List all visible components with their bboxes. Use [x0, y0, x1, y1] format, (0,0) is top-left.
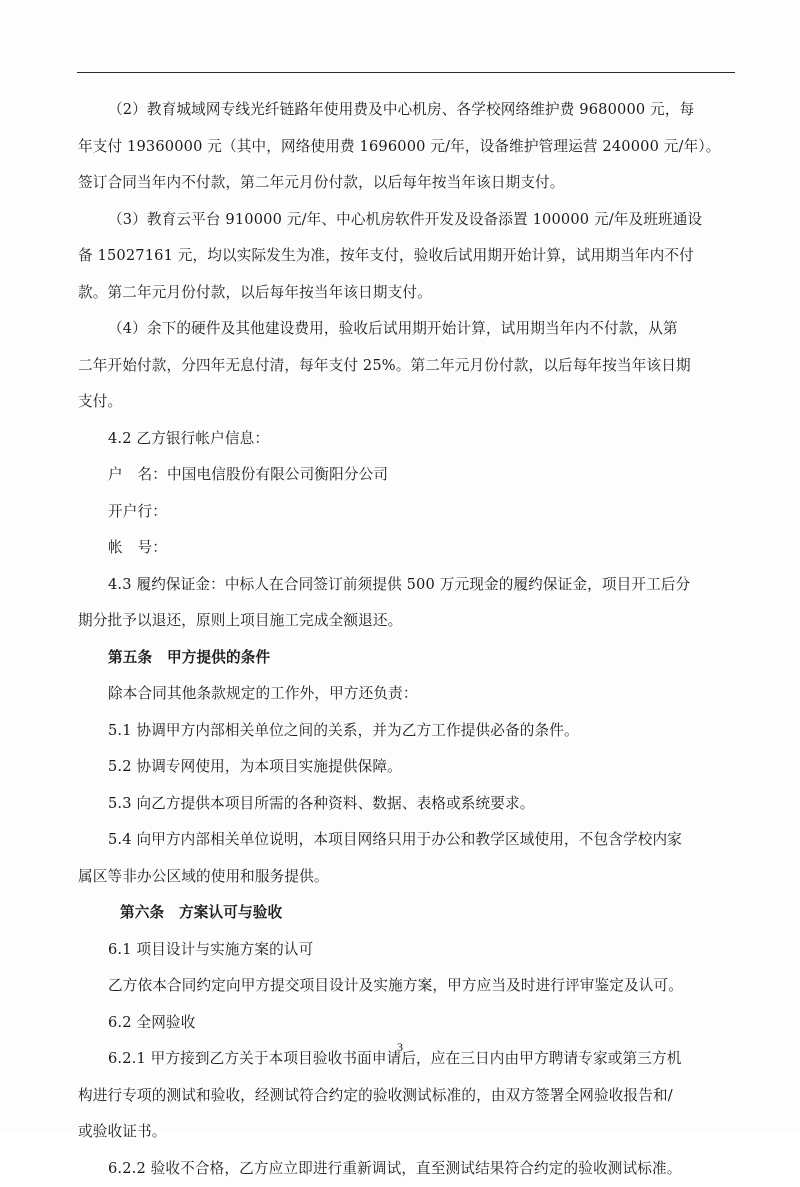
- text-line: 5.2 协调专网使用，为本项目实施提供保障。: [78, 749, 738, 786]
- text-line: 或验收证书。: [78, 1114, 738, 1151]
- document-body: [78, 92, 738, 1187]
- text-line: 4.3 履约保证金：中标人在合同签订前须提供 500 万元现金的履约保证金，项目开工后分: [78, 567, 738, 604]
- text-line: 期分批予以退还，原则上项目施工完成全额退还。: [78, 603, 738, 640]
- text-line: 款。第二年元月份付款，以后每年按当年该日期支付。: [78, 275, 738, 312]
- text-line: 5.3 向乙方提供本项目所需的各种资料、数据、表格或系统要求。: [78, 786, 738, 823]
- text-line: 开户行：: [78, 494, 738, 531]
- text-line: 6.2 全网验收: [78, 1005, 738, 1042]
- text-line: 备 15027161 元，均以实际发生为准，按年支付，验收后试用期开始计算，试用期当年内不付: [78, 238, 738, 275]
- section-heading: 第五条 甲方提供的条件: [78, 640, 738, 677]
- text-line: （2）教育城域网专线光纤链路年使用费及中心机房、各学校网络维护费 9680000 元，每: [78, 92, 738, 129]
- text-line: 乙方依本合同约定向甲方提交项目设计及实施方案，甲方应当及时进行评审鉴定及认可。: [78, 968, 738, 1005]
- text-line: 除本合同其他条款规定的工作外，甲方还负责：: [78, 676, 738, 713]
- text-line: 6.2.2 验收不合格，乙方应立即进行重新调试，直至测试结果符合约定的验收测试标准。: [78, 1151, 738, 1187]
- text-line: 帐 号：: [78, 530, 738, 567]
- text-line: 签订合同当年内不付款，第二年元月份付款，以后每年按当年该日期支付。: [78, 165, 738, 202]
- text-line: 5.1 协调甲方内部相关单位之间的关系，并为乙方工作提供必备的条件。: [78, 713, 738, 750]
- text-line: 属区等非办公区域的使用和服务提供。: [78, 859, 738, 896]
- text-line: 支付。: [78, 384, 738, 421]
- text-line: 6.2.1 甲方接到乙方关于本项目验收书面申请后，应在三日内由甲方聘请专家或第三方机: [78, 1041, 738, 1078]
- text-line: 5.4 向甲方内部相关单位说明，本项目网络只用于办公和教学区域使用，不包含学校内家: [78, 822, 738, 859]
- header-rule: [77, 72, 735, 73]
- section-heading: 第六条 方案认可与验收: [78, 895, 738, 932]
- text-line: 年支付 19360000 元（其中，网络使用费 1696000 元/年，设备维护管理运营 240000 元/年）。: [78, 129, 738, 166]
- text-line: 4.2 乙方银行帐户信息：: [78, 421, 738, 458]
- page-number: 3: [0, 1040, 800, 1055]
- text-line: 6.1 项目设计与实施方案的认可: [78, 932, 738, 969]
- text-line: 构进行专项的测试和验收，经测试符合约定的验收测试标准的，由双方签署全网验收报告和/: [78, 1078, 738, 1115]
- text-line: 二年开始付款，分四年无息付清，每年支付 25%。第二年元月份付款，以后每年按当年该日期: [78, 348, 738, 385]
- text-line: （3）教育云平台 910000 元/年、中心机房软件开发及设备添置 100000 元/年及班班通设: [78, 202, 738, 239]
- text-line: （4）余下的硬件及其他建设费用，验收后试用期开始计算，试用期当年内不付款，从第: [78, 311, 738, 348]
- text-line: 户 名：中国电信股份有限公司衡阳分公司: [78, 457, 738, 494]
